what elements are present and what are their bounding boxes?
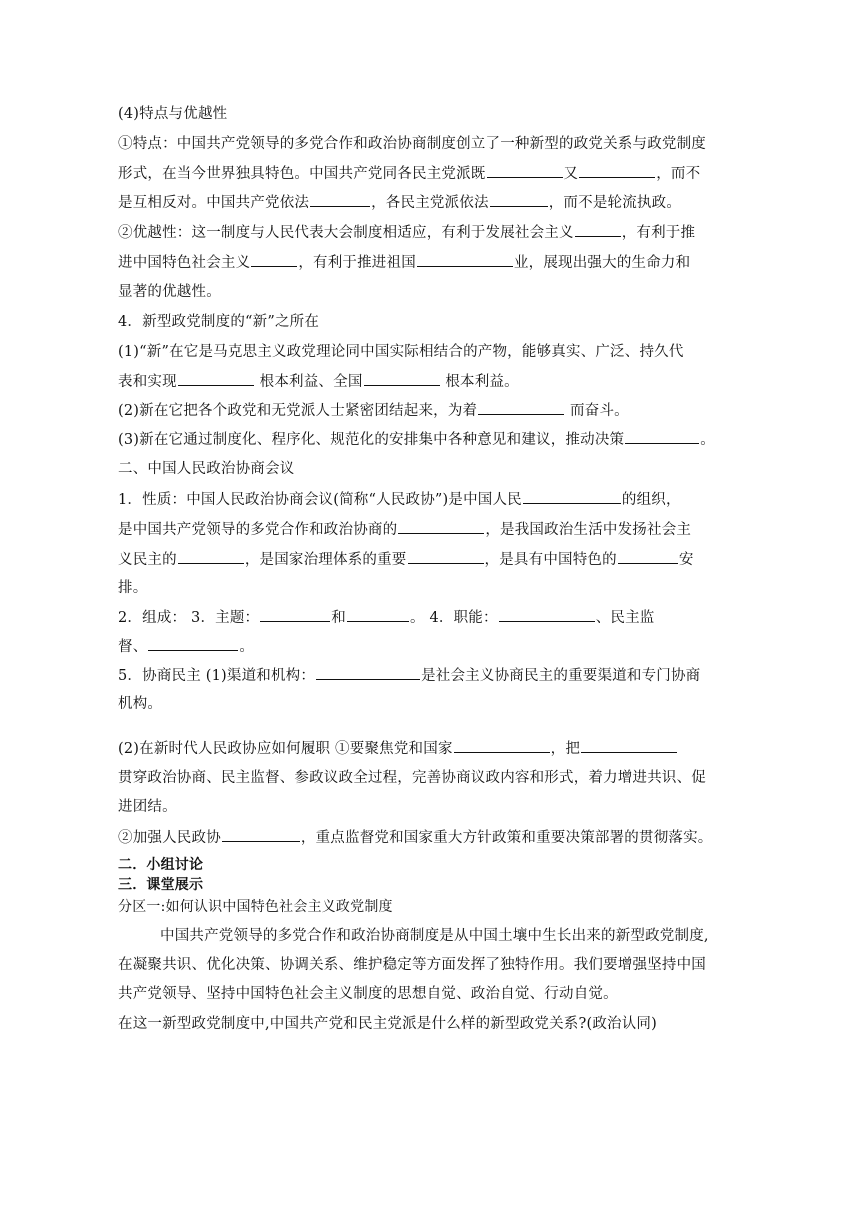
paragraph-line: 排。: [118, 580, 148, 596]
paragraph-line: [118, 252, 740, 273]
text: 根本利益。: [440, 374, 519, 390]
zone-title: 分区一:如何认识中国特色社会主义政党制度: [118, 899, 393, 915]
fill-blank[interactable]: [478, 400, 564, 415]
section-heading: 二、中国人民政治协商会议: [118, 461, 295, 477]
text: ，是具有中国特色的: [484, 552, 617, 568]
paragraph-line: 在凝聚共识、优化决策、协调关系、维护稳定等方面发挥了独特作用。我们要增强坚持中国: [118, 957, 706, 973]
text: ，是国家治理体系的重要: [244, 552, 407, 568]
text: ，重点监督党和国家重大方针政策和重要决策部署的贯彻落实。: [300, 830, 713, 846]
paragraph-line: ①特点：中国共产党领导的多党合作和政治协商制度创立了一种新型的政党关系与政党制度: [118, 136, 706, 152]
text: 形式，在当今世界独具特色。中国共产党同各民主党派既: [118, 166, 486, 182]
paragraph-line: [118, 519, 740, 540]
section-heading: 4．新型政党制度的“新”之所在: [118, 314, 320, 330]
text: 进中国特色社会主义: [118, 255, 251, 271]
fill-blank[interactable]: [148, 636, 238, 651]
text: 又: [563, 166, 579, 182]
paragraph-line: (1)“新”在它是马克思主义政党理论同中国实际相结合的产物，能够真实、广泛、持久代: [118, 344, 684, 360]
section-heading-group-discussion: 二．小组讨论: [118, 857, 204, 873]
paragraph-line: [118, 827, 740, 848]
text: 1．性质：中国人民政治协商会议(简称“人民政协”)是中国人民: [118, 492, 522, 508]
text: ，而不: [656, 166, 701, 182]
paragraph-line: 中国共产党领导的多党合作和政治协商制度是从中国土壤中生长出来的新型政党制度,: [160, 928, 709, 944]
text: ，各民主党派依法: [371, 195, 489, 211]
paragraph-line: [118, 607, 740, 628]
fill-blank[interactable]: [575, 222, 621, 237]
fill-blank[interactable]: [618, 549, 678, 564]
text: 。: [239, 639, 255, 655]
text: 的组织，: [621, 492, 681, 508]
paragraph-line: [118, 549, 740, 570]
text: 。: [700, 432, 715, 448]
text: (3)新在它通过制度化、程序化、规范化的安排集中各种意见和建议，推动决策: [118, 432, 625, 448]
fill-blank[interactable]: [316, 665, 420, 680]
text: ，有利于推进祖国: [298, 255, 416, 271]
text: 义民主的: [118, 552, 177, 568]
text: 、民主监: [595, 610, 655, 626]
fill-blank[interactable]: [487, 163, 563, 178]
paragraph-line: [118, 163, 740, 184]
fill-blank[interactable]: [364, 371, 440, 386]
fill-blank[interactable]: [454, 738, 550, 753]
paragraph-line: 进团结。: [118, 799, 177, 815]
text: ，是我国政治生活中发扬社会主: [485, 522, 692, 538]
fill-blank[interactable]: [178, 371, 254, 386]
question-line: 在这一新型政党制度中,中国共产党和民主党派是什么样的新型政党关系?(政治认同): [118, 1016, 657, 1032]
fill-blank[interactable]: [260, 607, 330, 622]
section-title: (4)特点与优越性: [118, 106, 228, 122]
fill-blank[interactable]: [523, 489, 621, 504]
text: 。 4．职能：: [409, 610, 498, 626]
paragraph-line: 贯穿政治协商、民主监督、参政议政全过程，完善协商议政内容和形式，着力增进共识、促: [118, 770, 706, 786]
paragraph-line: 共产党领导、坚持中国特色社会主义制度的思想自觉、政治自觉、行动自觉。: [118, 986, 618, 1002]
text: 业，展现出强大的生命力和: [513, 255, 691, 271]
text: (2)新在它把各个政党和无党派人士紧密团结起来，为着: [118, 403, 478, 419]
paragraph-line: [118, 738, 740, 759]
fill-blank[interactable]: [581, 738, 677, 753]
fill-blank[interactable]: [499, 607, 595, 622]
paragraph-line: [118, 192, 740, 213]
text: 根本利益、全国: [254, 374, 363, 390]
text: ②加强人民政协: [118, 830, 221, 846]
paragraph-line: [118, 665, 740, 686]
fill-blank[interactable]: [490, 192, 548, 207]
text: 督、: [118, 639, 148, 655]
text: ，有利于推: [621, 225, 696, 241]
fill-blank[interactable]: [178, 549, 244, 564]
fill-blank[interactable]: [251, 252, 297, 267]
text: 是社会主义协商民主的重要渠道和专门协商: [421, 668, 701, 684]
fill-blank[interactable]: [579, 163, 655, 178]
text: 而奋斗。: [565, 403, 629, 419]
text: ，把: [550, 741, 581, 757]
text: 和: [331, 610, 346, 626]
fill-blank[interactable]: [625, 429, 699, 444]
fill-blank[interactable]: [222, 827, 300, 842]
text: 安: [678, 552, 694, 568]
text: (2)在新时代人民政协应如何履职 ①要聚焦党和国家: [118, 741, 453, 757]
text: 是中国共产党领导的多党合作和政治协商的: [118, 522, 398, 538]
paragraph-line: [118, 636, 740, 657]
paragraph-line: [118, 400, 740, 421]
paragraph-line: 显著的优越性。: [118, 284, 221, 300]
paragraph-line: [118, 429, 740, 450]
paragraph-line: [118, 489, 740, 510]
section-heading-class-display: 三．课堂展示: [118, 877, 204, 893]
paragraph-line: [118, 222, 740, 243]
paragraph-line: 机构。: [118, 696, 163, 712]
text: 是互相反对。中国共产党依法: [118, 195, 310, 211]
fill-blank[interactable]: [347, 607, 409, 622]
text: 2．组成： 3．主题：: [118, 610, 260, 626]
text: ②优越性：这一制度与人民代表大会制度相适应，有利于发展社会主义: [118, 225, 574, 241]
fill-blank[interactable]: [398, 519, 484, 534]
fill-blank[interactable]: [310, 192, 370, 207]
text: 5．协商民主 (1)渠道和机构：: [118, 668, 316, 684]
text: ，而不是轮流执政。: [548, 195, 682, 211]
fill-blank[interactable]: [408, 549, 484, 564]
paragraph-line: [118, 371, 740, 392]
fill-blank[interactable]: [417, 252, 513, 267]
text: 表和实现: [118, 374, 177, 390]
